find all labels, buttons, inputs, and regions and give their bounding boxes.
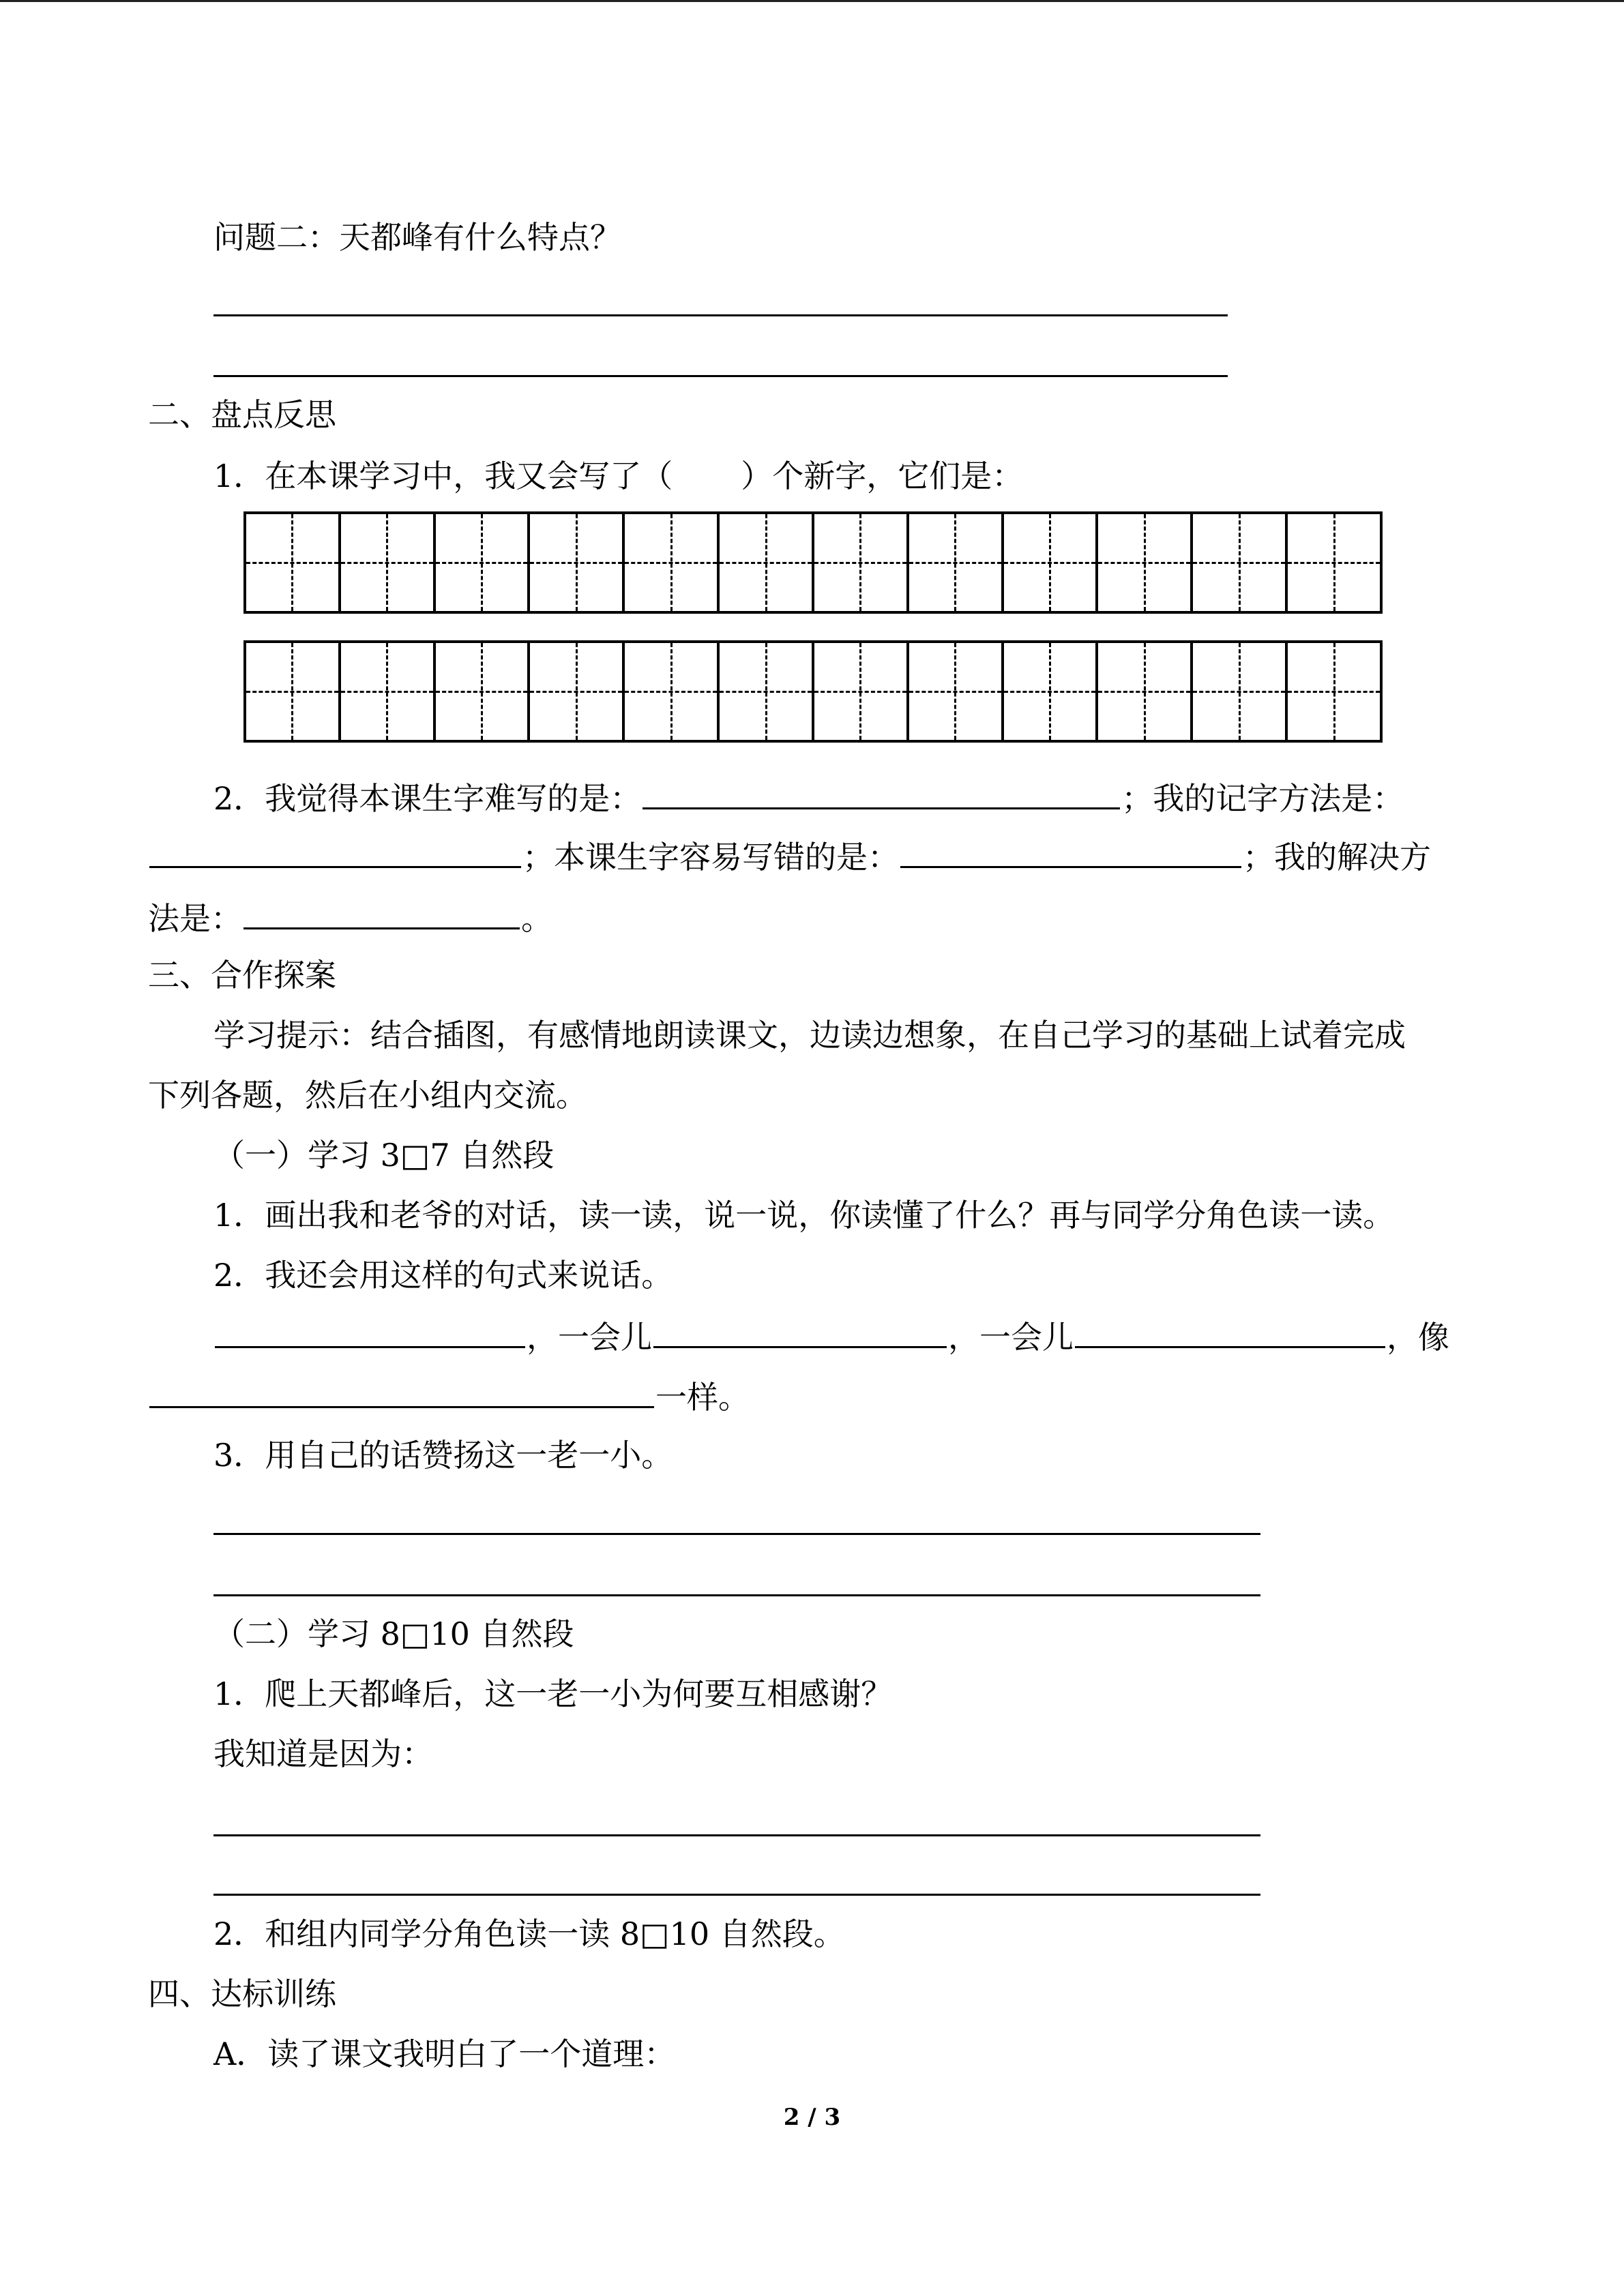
writing-grid-cell[interactable] (906, 511, 1001, 614)
writing-grid-cell[interactable] (622, 511, 717, 614)
sentence-pattern-line-2 (148, 1375, 750, 1416)
study-tip-line-1: 学习提示：结合插图，有感情地朗读课文，边读边想象，在自己学习的基础上试着完成 (213, 1017, 1406, 1054)
pattern-blank-4[interactable] (149, 1375, 654, 1408)
error-chars-blank[interactable] (900, 835, 1241, 868)
memory-method-label: ；我的记字方法是： (1121, 780, 1404, 817)
writing-grid-cell[interactable] (338, 511, 433, 614)
reflection-line-2 (148, 835, 1431, 876)
new-characters-prompt (213, 456, 1023, 496)
pattern-text-b: ，一会儿 (948, 1319, 1074, 1356)
part-one-item-2: 2．我还会用这样的句式来说话。 (213, 1257, 673, 1294)
writing-grid-row-2 (243, 640, 1383, 743)
memory-method-blank[interactable] (149, 835, 521, 868)
answer-line[interactable] (213, 1533, 1260, 1535)
prompt-suffix: ）个新字，它们是： (741, 458, 1024, 494)
practice-item-a: A．读了课文我明白了一个道理： (213, 2036, 676, 2072)
writing-grid-cell[interactable] (1001, 640, 1096, 743)
writing-grid-row-1 (243, 511, 1383, 614)
solution-label: ；我的解决方 (1243, 839, 1431, 876)
pattern-blank-3[interactable] (1075, 1315, 1385, 1348)
part-one-heading: （一）学习 3□7 自然段 (213, 1137, 555, 1174)
writing-grid-cell[interactable] (906, 640, 1001, 743)
writing-grid-cell[interactable] (1285, 640, 1383, 743)
writing-grid-cell[interactable] (1095, 511, 1190, 614)
writing-grid-cell[interactable] (1190, 511, 1285, 614)
part-two-item-1: 1．爬上天都峰后，这一老一小为何要互相感谢？ (213, 1675, 893, 1712)
reflection-line-3 (148, 896, 552, 937)
reflection-line-1 (213, 776, 1404, 817)
solution-label-end: 法是： (148, 900, 242, 937)
difficult-chars-blank[interactable] (643, 776, 1120, 809)
part-one-item-1: 1．画出我和老爷的对话，读一读，说一说，你读懂了什么？再与同学分角色读一读。 (213, 1197, 1395, 1234)
study-tip-line-2: 下列各题，然后在小组内交流。 (148, 1077, 587, 1114)
part-two-item-1-sub: 我知道是因为： (213, 1735, 433, 1772)
writing-grid-cell[interactable] (243, 511, 338, 614)
section-heading-cooperate: 三、合作探案 (148, 957, 336, 994)
period: 。 (521, 900, 552, 937)
writing-grid-cell[interactable] (433, 511, 528, 614)
part-two-item-2: 2．和组内同学分角色读一读 8□10 自然段。 (213, 1915, 845, 1952)
difficult-chars-label: 2．我觉得本课生字难写的是： (213, 780, 642, 817)
solution-blank[interactable] (243, 896, 520, 929)
pattern-blank-2[interactable] (653, 1315, 947, 1348)
writing-grid-cell[interactable] (527, 640, 622, 743)
question-two: 问题二：天都峰有什么特点？ (213, 219, 621, 256)
writing-grid-cell[interactable] (717, 511, 812, 614)
writing-grid-cell[interactable] (812, 640, 906, 743)
writing-grid-cell[interactable] (433, 640, 528, 743)
pattern-text-a: ，一会儿 (527, 1319, 652, 1356)
writing-grid-cell[interactable] (1001, 511, 1096, 614)
prompt-prefix: 1．在本课学习中，我又会写了（ (213, 458, 673, 494)
answer-line[interactable] (213, 1834, 1260, 1836)
writing-grid-cell[interactable] (243, 640, 338, 743)
page-number: 2 / 3 (783, 2104, 841, 2131)
writing-grid-cell[interactable] (1095, 640, 1190, 743)
section-heading-review: 二、盘点反思 (148, 396, 336, 433)
answer-line[interactable] (213, 314, 1228, 316)
writing-grid-cell[interactable] (622, 640, 717, 743)
error-chars-label: ；本课生字容易写错的是： (522, 839, 899, 876)
writing-grid-cell[interactable] (338, 640, 433, 743)
sentence-pattern-line-1 (213, 1315, 1449, 1356)
writing-grid-cell[interactable] (1285, 511, 1383, 614)
writing-grid-cell[interactable] (717, 640, 812, 743)
section-heading-practice: 四、达标训练 (148, 1976, 336, 2012)
pattern-blank-1[interactable] (215, 1315, 525, 1348)
answer-line[interactable] (213, 1594, 1260, 1596)
writing-grid-cell[interactable] (527, 511, 622, 614)
answer-line[interactable] (213, 1894, 1260, 1896)
writing-grid-cell[interactable] (812, 511, 906, 614)
answer-line[interactable] (213, 375, 1228, 377)
part-one-item-3: 3．用自己的话赞扬这一老一小。 (213, 1437, 673, 1474)
top-border (0, 0, 1624, 2)
pattern-text-d: 一样。 (655, 1379, 750, 1416)
writing-grid-cell[interactable] (1190, 640, 1285, 743)
part-two-heading: （二）学习 8□10 自然段 (213, 1615, 574, 1652)
pattern-text-c: ，像 (1387, 1319, 1449, 1356)
